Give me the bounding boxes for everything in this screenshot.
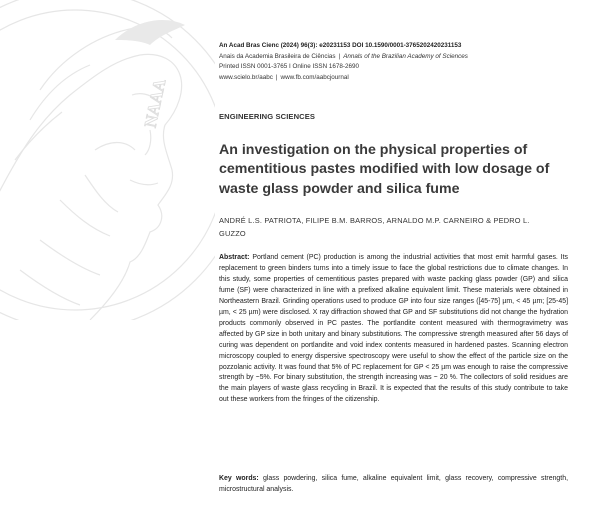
article-title: An investigation on the physical properties of cementitious pastes modified with low dosage of waste glass powder and silica fume (219, 142, 550, 197)
facebook-link[interactable]: www.fb.com/aabcjournal (280, 73, 349, 81)
author-list: ANDRÉ L.S. PATRIOTA, FILIPE B.M. BARROS, ARNALDO M.P. CARNEIRO & PEDRO L. GUZZO (219, 216, 530, 238)
journal-name-pt: Anais da Academia Brasileira de Ciências (219, 52, 336, 60)
abstract-text: Portland cement (PC) production is among the industrial activities that most emit harmful gases. Its replacement to green binders turns into a timely issue to face the global restrictions due to climate changes. In this study, some properties of cementitious pastes prepared with waste packing glass powder (GP) and silica fume (SF) were characterized in line with a prefixed alkaline equivalent limit. These materials were obtained in Northeastern Brazil. Grinding operations used to produce GP into four size ranges ([45-75] µm, < 45 µm; [25-45] µm, < 25 µm) were disclosed. X ray diffraction showed that GP and SF substitutions did not change the hydration products commonly observed in PC pastes. The portlandite content measured with thermogravimetry was affected by GP size in both unitary and binary substitutions. The compressive strength measured after 56 days of curing was dependent on portlandite and void index contents measured in hardened pastes. Scanning electron microscopy coupled to energy dispersive spectroscopy were useful to show the effect of the particle size on the pozzolanic activity. It was found that 5% of PC replacement for GP < 25 µm was enough to raise the compressive strength by ~5%. For binary substitution, the strength increasing was ~ 20 %. The collectors of solid residues are the main players of waste glass recycling in Brazil. It is expected that the results of this study contribute to take out these workers from the fringes of the citizenship. (219, 254, 568, 404)
keywords (219, 474, 568, 496)
citation-line: An Acad Bras Cienc (2024) 96(3): e20231153 DOI 10.1590/0001-3765202420231153 (219, 42, 462, 49)
keywords-label: Key words: (219, 475, 259, 482)
keywords-text: glass powdering, silica fume, alkaline equivalent limit, glass recovery, compressive strength, microstructural analysis. (219, 475, 569, 493)
abstract (219, 253, 568, 406)
journal-name-line: Anais da Academia Brasileira de Ciências | Annals of the Brazilian Academy of Sciences (219, 52, 468, 60)
journal-name-en: Annals of the Brazilian Academy of Sciences (343, 52, 468, 60)
emblem-text: NAAA (140, 77, 170, 130)
abstract-label: Abstract: (219, 254, 250, 261)
web-links-line: www.scielo.br/aabc | www.fb.com/aabcjournal (219, 73, 349, 81)
site-link[interactable]: www.scielo.br/aabc (219, 73, 273, 81)
section-heading: ENGINEERING SCIENCES (219, 112, 316, 121)
journal-header (219, 41, 579, 83)
issn-line: Printed ISSN 0001-3765 I Online ISSN 1678-2690 (219, 63, 360, 71)
academy-emblem-logo (0, 0, 215, 320)
